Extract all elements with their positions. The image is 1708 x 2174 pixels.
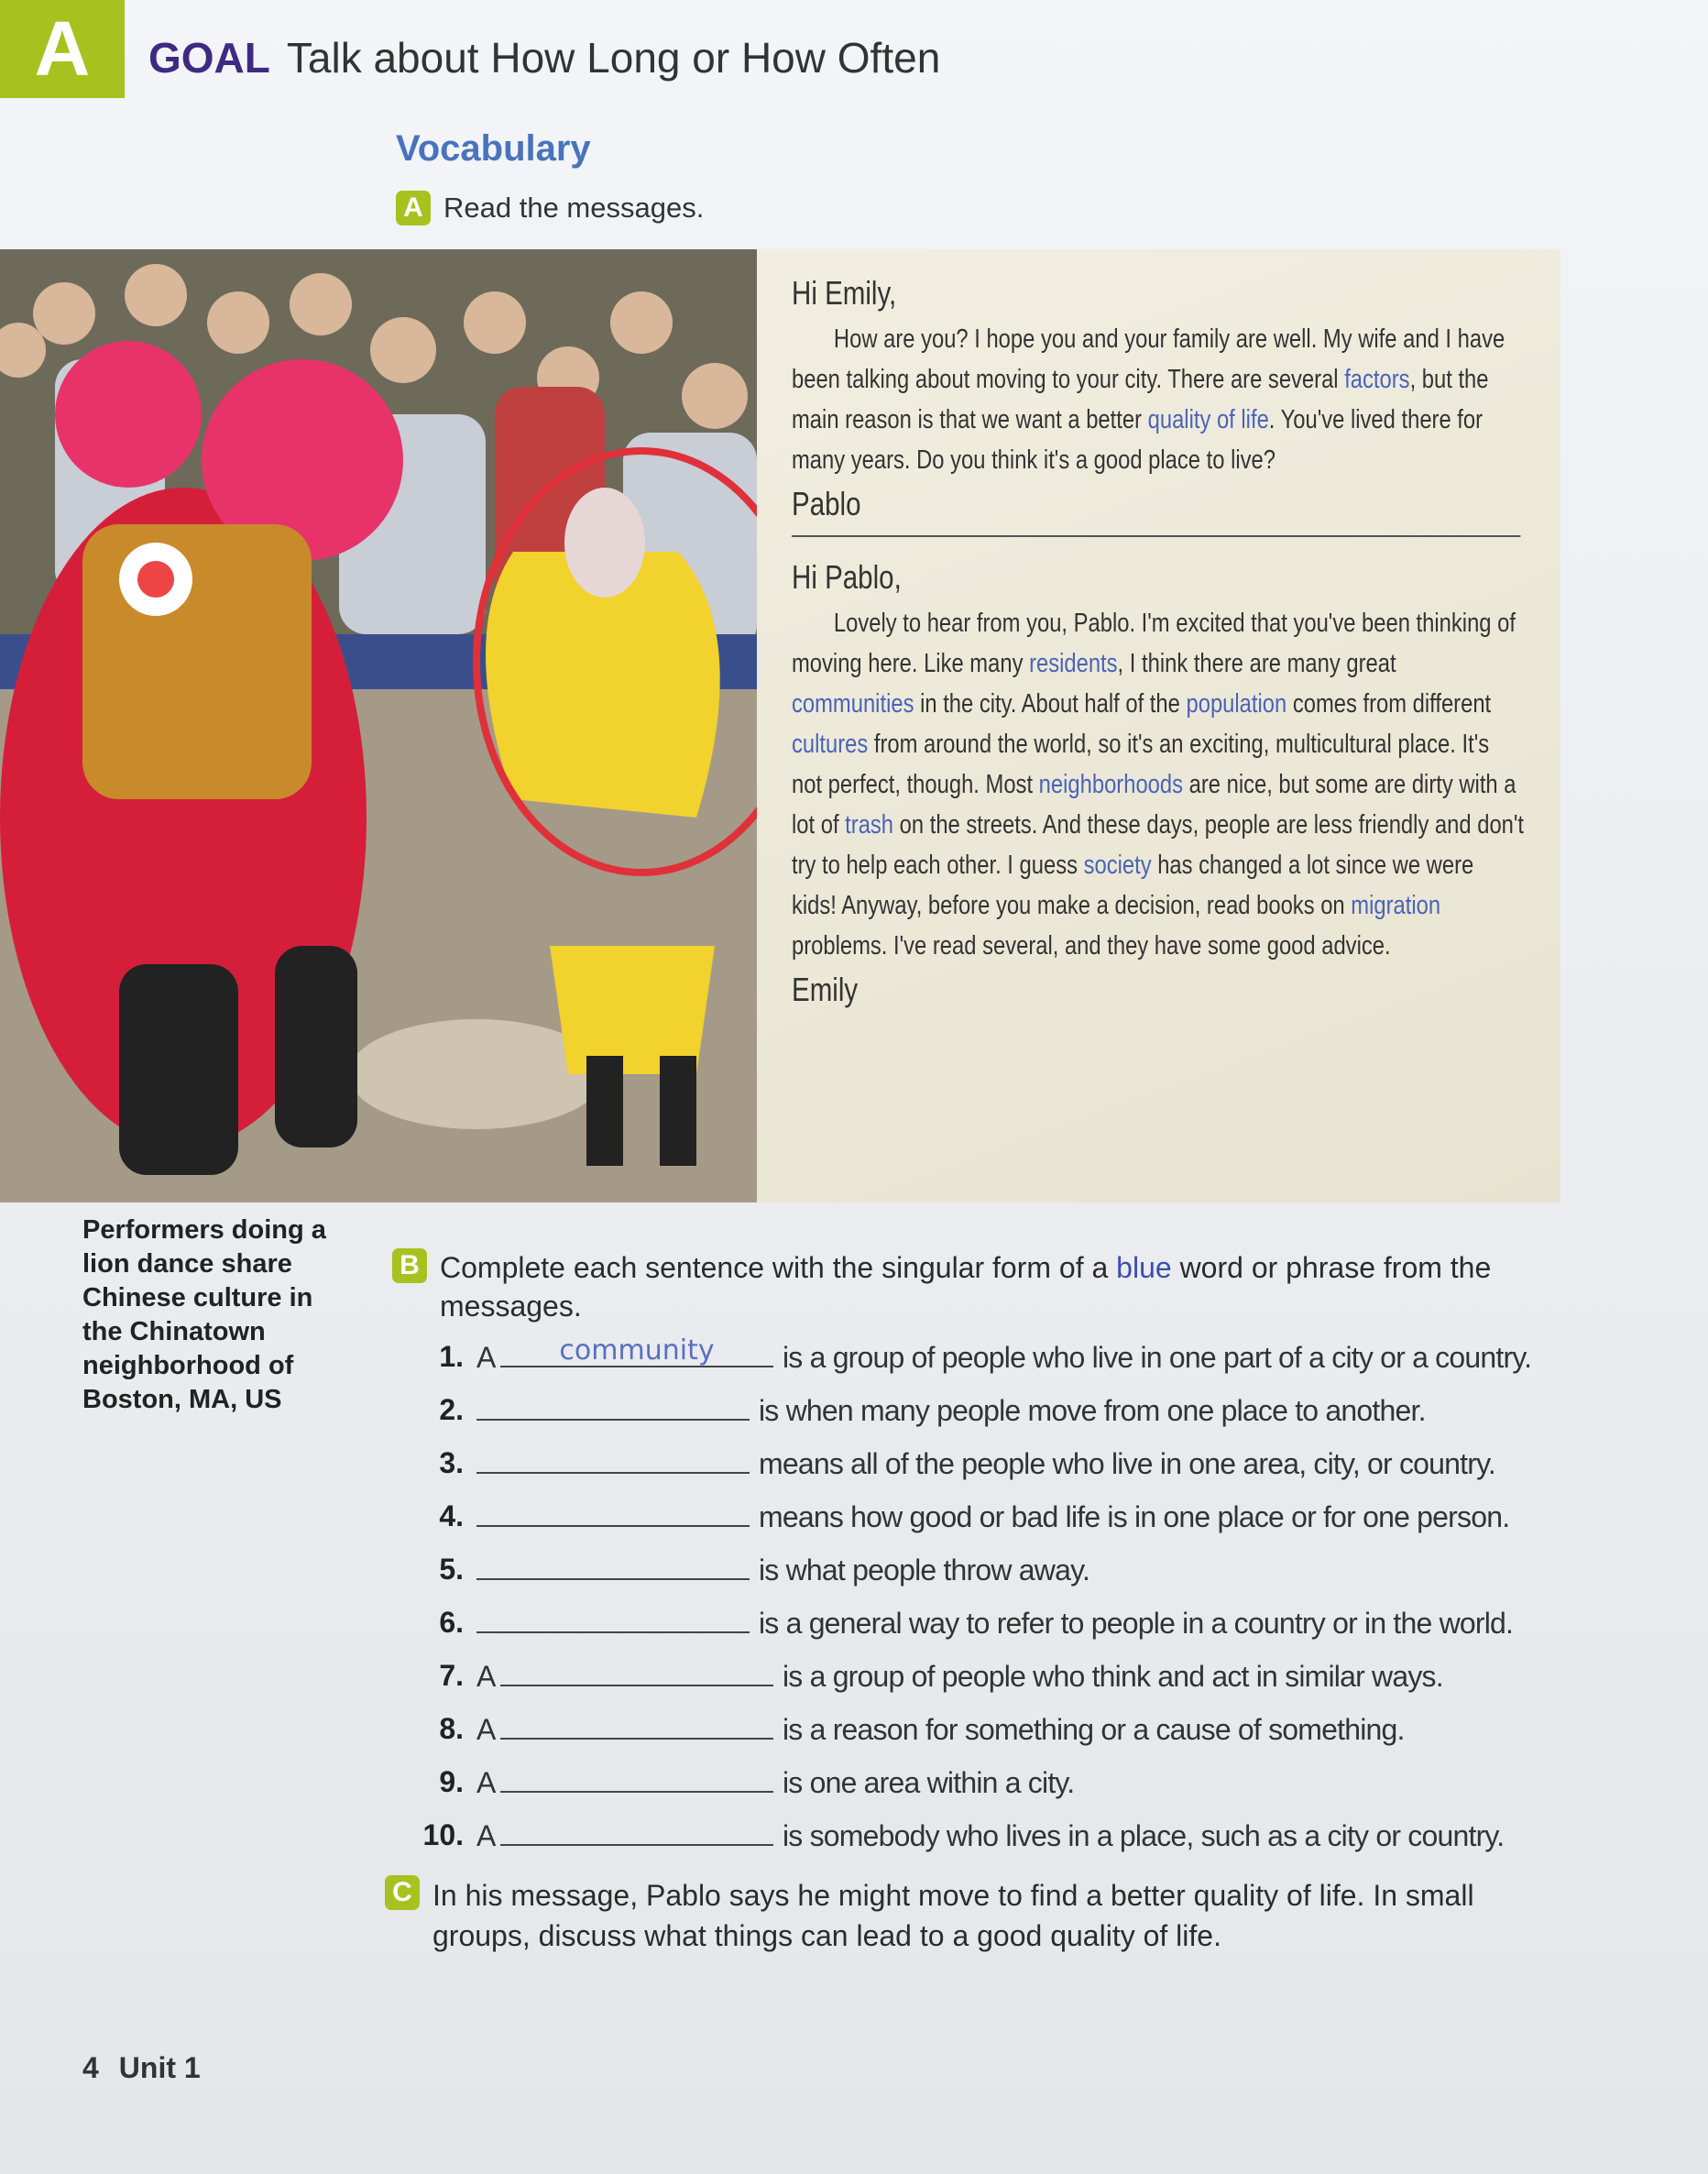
item-text: is somebody who lives in a place, such as a city or country. bbox=[783, 1819, 1505, 1852]
message-text: , I think there are many great bbox=[1117, 649, 1396, 678]
message-text: has changed a lot since we were kids! Anyway, before you make a decision, read books on bbox=[792, 851, 1474, 920]
message-text: on the streets. And these days, people are less friendly and don't try to help each other. I guess bbox=[792, 810, 1525, 880]
vocabulary-word: factors bbox=[1344, 365, 1410, 394]
answer-blank[interactable] bbox=[476, 1606, 750, 1633]
message-emily bbox=[792, 557, 1525, 1010]
exercise-item bbox=[392, 1334, 1693, 1375]
item-number: 6. bbox=[439, 1606, 464, 1639]
message-pablo bbox=[792, 273, 1525, 524]
item-text: is a general way to refer to people in a country or in the world. bbox=[759, 1607, 1514, 1640]
item-text: is a group of people who live in one part of a city or a country. bbox=[783, 1341, 1532, 1374]
item-number: 2. bbox=[439, 1393, 464, 1426]
item-number: 7. bbox=[439, 1659, 464, 1692]
exercise-item bbox=[392, 1446, 1693, 1481]
goal-heading bbox=[148, 33, 940, 82]
item-body bbox=[476, 1446, 1686, 1481]
message-text: comes from different bbox=[1286, 689, 1492, 719]
handwritten-answer: community bbox=[559, 1334, 715, 1367]
message-text: from around the world, so it's an exciting, multicultural place. It's not perfect, though. Most bbox=[792, 730, 1490, 799]
item-number: 8. bbox=[439, 1712, 464, 1745]
vocabulary-word: population bbox=[1186, 689, 1287, 719]
answer-blank[interactable] bbox=[500, 1334, 773, 1367]
message-text: are nice, but some are dirty with a lot of bbox=[792, 770, 1516, 840]
exercise-item bbox=[392, 1606, 1693, 1641]
exercise-b-items bbox=[392, 1334, 1693, 1853]
answer-blank[interactable] bbox=[476, 1499, 750, 1527]
message-text: in the city. About half of the bbox=[914, 689, 1187, 719]
exercise-a-instruction bbox=[396, 191, 704, 225]
item-text: is when many people move from one place to another. bbox=[759, 1394, 1426, 1427]
lion-dance-photo bbox=[0, 249, 757, 1202]
instruction-post: word or phrase from the messages. bbox=[440, 1251, 1492, 1323]
exercise-c bbox=[385, 1875, 1576, 1956]
exercise-item bbox=[392, 1553, 1693, 1587]
page-footer bbox=[82, 2051, 201, 2085]
exercise-item bbox=[392, 1659, 1693, 1694]
item-number: 3. bbox=[439, 1446, 464, 1479]
item-body bbox=[476, 1712, 1686, 1747]
item-body bbox=[476, 1553, 1686, 1587]
messages-panel bbox=[757, 249, 1560, 1202]
message-divider bbox=[792, 535, 1520, 537]
item-number: 1. bbox=[439, 1340, 464, 1373]
item-number: 9. bbox=[439, 1765, 464, 1798]
answer-blank[interactable] bbox=[500, 1818, 773, 1846]
answer-blank[interactable] bbox=[500, 1712, 773, 1740]
answer-blank[interactable] bbox=[500, 1765, 773, 1793]
page-number: 4 bbox=[82, 2051, 99, 2084]
item-body bbox=[476, 1659, 1686, 1694]
exercise-a-text: Read the messages. bbox=[443, 192, 705, 224]
item-text: means how good or bad life is in one place or for one person. bbox=[759, 1500, 1510, 1533]
vocabulary-word: quality of life bbox=[1147, 405, 1269, 434]
message-signature: Emily bbox=[792, 971, 859, 1008]
exercise-item bbox=[392, 1818, 1693, 1853]
item-number: 5. bbox=[439, 1553, 464, 1586]
message-text: , but the main reason is that we want a better bbox=[792, 365, 1489, 434]
message-greeting: Hi Pablo, bbox=[792, 558, 902, 596]
vocabulary-word: society bbox=[1083, 851, 1152, 880]
item-body bbox=[476, 1765, 1686, 1800]
answer-blank[interactable] bbox=[476, 1393, 750, 1421]
exercise-item bbox=[392, 1712, 1693, 1747]
item-text: is a reason for something or a cause of something. bbox=[783, 1713, 1405, 1746]
section-title: Vocabulary bbox=[396, 128, 591, 169]
item-text: is what people throw away. bbox=[759, 1554, 1090, 1587]
vocabulary-word: neighborhoods bbox=[1038, 770, 1184, 799]
exercise-b-instruction bbox=[392, 1248, 1693, 1325]
message-body bbox=[792, 603, 1525, 966]
lesson-letter-tab: A bbox=[0, 0, 125, 98]
unit-label: Unit 1 bbox=[118, 2051, 201, 2084]
item-text: is one area within a city. bbox=[783, 1766, 1075, 1799]
message-body bbox=[792, 319, 1525, 480]
instruction-pre: Complete each sentence with the singular form of a bbox=[440, 1251, 1117, 1284]
message-greeting: Hi Emily, bbox=[792, 274, 897, 312]
exercise-b bbox=[392, 1248, 1693, 1956]
item-article: A bbox=[476, 1713, 496, 1746]
item-text: means all of the people who live in one area, city, or country. bbox=[759, 1447, 1495, 1480]
exercise-b-badge: B bbox=[392, 1248, 427, 1283]
item-article: A bbox=[476, 1660, 496, 1693]
vocabulary-word: residents bbox=[1029, 649, 1118, 678]
vocabulary-word: communities bbox=[792, 689, 914, 719]
item-body bbox=[476, 1499, 1686, 1534]
item-number: 10. bbox=[422, 1818, 464, 1851]
item-number: 4. bbox=[439, 1499, 464, 1532]
goal-label: GOAL bbox=[148, 34, 270, 82]
exercise-item bbox=[392, 1765, 1693, 1800]
exercise-item bbox=[392, 1499, 1693, 1534]
vocabulary-word: cultures bbox=[792, 730, 869, 759]
answer-blank[interactable] bbox=[476, 1446, 750, 1474]
exercise-item bbox=[392, 1393, 1693, 1428]
item-body bbox=[476, 1393, 1686, 1428]
item-text: is a group of people who think and act in similar ways. bbox=[783, 1660, 1443, 1693]
item-article: A bbox=[476, 1819, 496, 1852]
exercise-a-badge: A bbox=[396, 191, 431, 225]
item-article: A bbox=[476, 1341, 496, 1374]
instruction-blue-word: blue bbox=[1116, 1251, 1172, 1284]
exercise-c-badge: C bbox=[385, 1875, 420, 1910]
exercise-c-instruction: In his message, Pablo says he might move to find a better quality of life. In small groups, discuss what things can lead to a good quality of life. bbox=[432, 1879, 1474, 1952]
vocabulary-word: trash bbox=[845, 810, 894, 840]
item-body bbox=[476, 1818, 1686, 1853]
messages-content bbox=[792, 273, 1525, 1010]
item-body bbox=[476, 1334, 1686, 1375]
goal-text: Talk about How Long or How Often bbox=[286, 34, 941, 82]
message-signature: Pablo bbox=[792, 485, 861, 522]
answer-blank[interactable] bbox=[476, 1553, 750, 1580]
message-text: . You've lived there for many years. Do you think it's a good place to live? bbox=[792, 405, 1484, 475]
message-text: problems. I've read several, and they have some good advice. bbox=[792, 931, 1391, 961]
item-article: A bbox=[476, 1766, 496, 1799]
answer-blank[interactable] bbox=[500, 1659, 773, 1686]
vocabulary-word: migration bbox=[1351, 891, 1441, 920]
photo-caption: Performers doing a lion dance share Chinese culture in the Chinatown neighborhood of Boston, MA, US bbox=[82, 1215, 326, 1414]
message-text: How are you? I hope you and your family are well. My wife and I have been talking about moving to your city. There are several bbox=[792, 324, 1505, 394]
item-body bbox=[476, 1606, 1686, 1641]
message-text: Lovely to hear from you, Pablo. I'm excited that you've been thinking of moving here. Like many bbox=[792, 609, 1516, 678]
